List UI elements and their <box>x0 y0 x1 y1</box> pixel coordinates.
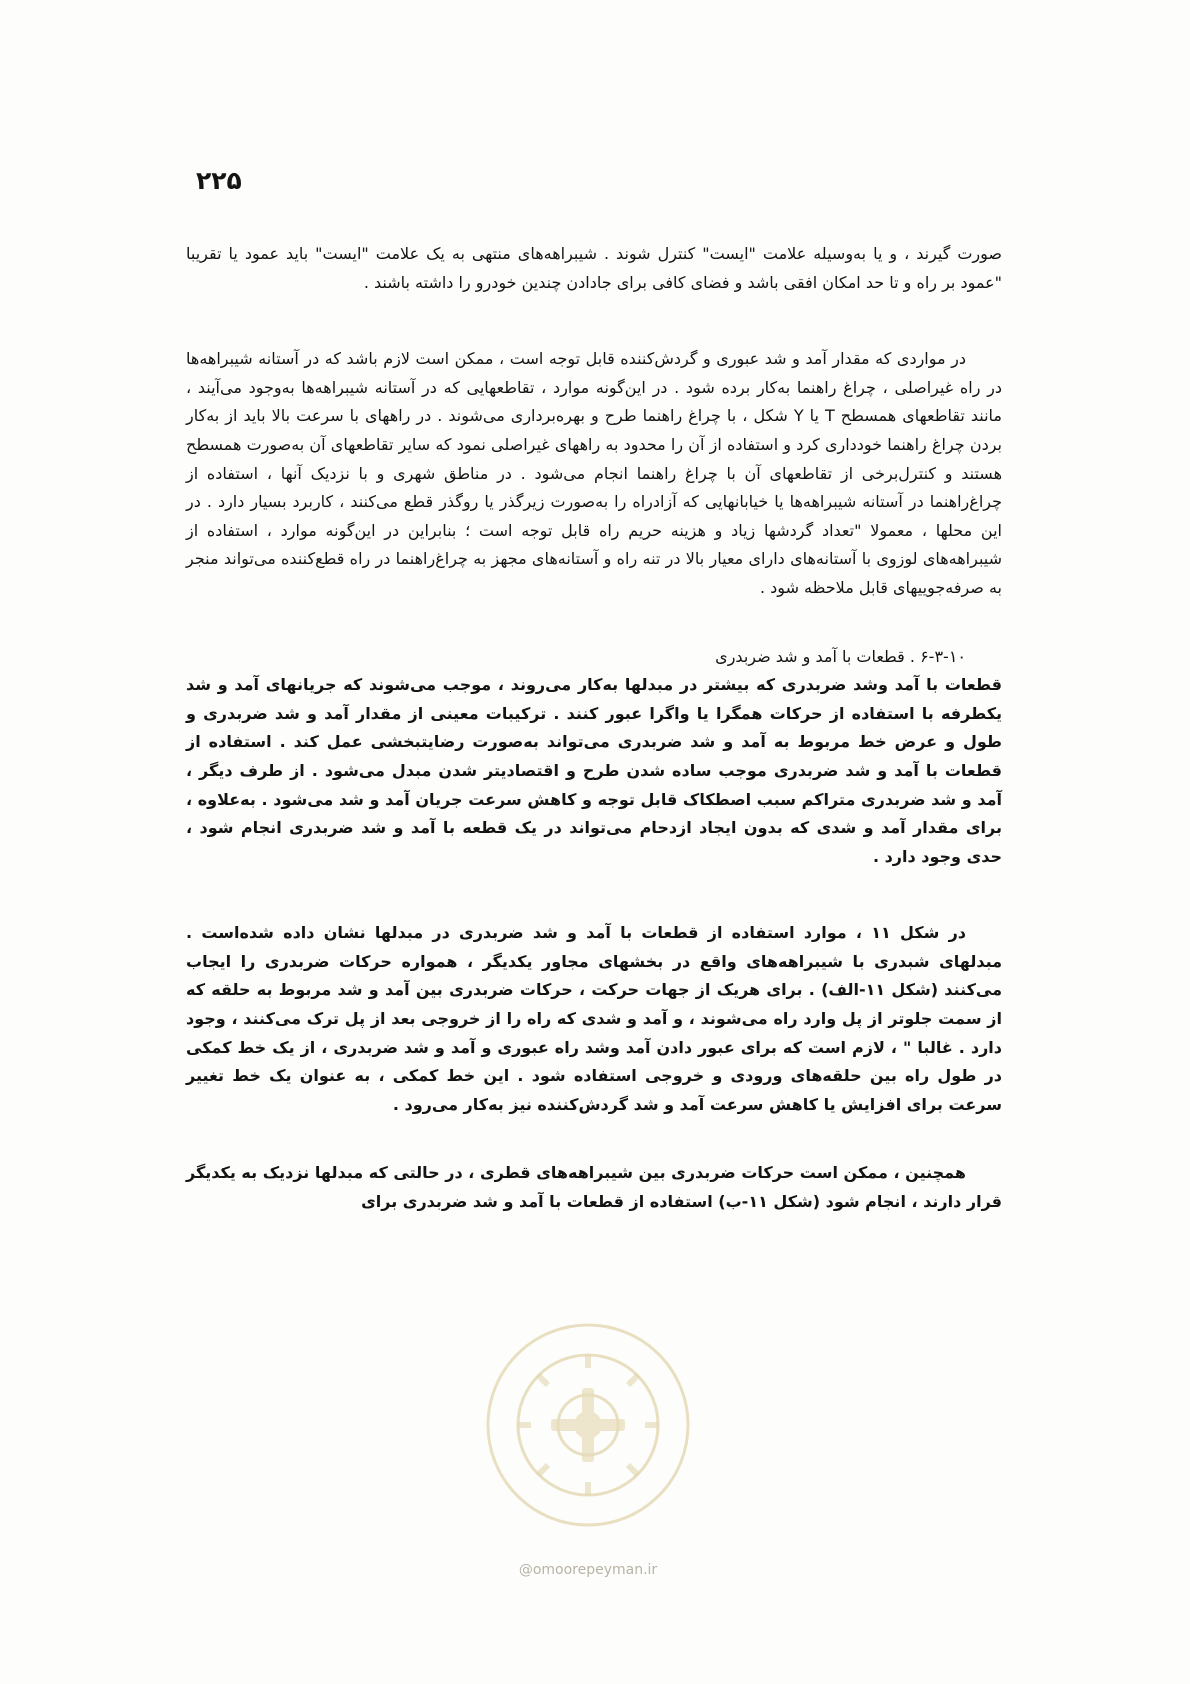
paragraph-figure-11: در شکل ۱۱ ، موارد استفاده از قطعات با آمد و شد ضربدری در مبدلها نشان داده شده‌است . مبدلهای شبدری با شیبراهه‌های واقع در بخشهای مجاور یکدیگر ، همواره حرکات ضربدری را ایجاب می‌کنند (شکل ۱۱-الف) . برای هریک از جهات حرکت ، حرکات ضربدری بین آمد و شد مربوط به حلقه که از سمت جلوتر از پل وارد راه می‌شوند ، و آمد و شدی که راه را از خروجی بعد از پل ترک می‌کنند ، وجود دارد . غالبا " ، لازم است که برای عبور دادن آمد وشد راه عبوری و آمد و شد ضربدری ، از یک خط کمکی در طول راه بین حلقه‌های ورودی و خروجی استفاده شود . این خط کمکی ، به عنوان یک خط تغییر سرعت برای افزایش یا کاهش سرعت آمد و شد گردش‌کننده نیز به‌کار می‌رود . <box>186 923 1002 1114</box>
paragraph-gap <box>186 297 1002 345</box>
paragraph-stop-sign-ramps: صورت گیرند ، و یا به‌وسیله علامت "ایست" کنترل شوند . شیبراهه‌های منتهی به یک علامت "ایست" باید عمود یا تقریبا "عمود بر راه و تا حد امکان افقی باشد و فضای کافی برای جادادن چندین خودرو را داشته باشند . <box>186 244 1002 292</box>
paragraph-traffic-signals: در مواردی که مقدار آمد و شد عبوری و گردش‌کننده قابل توجه است ، ممکن است لازم باشد که در آستانه شیبراهه‌ها در راه غیراصلی ، چراغ راهنما به‌کار برده شود . در این‌گونه موارد ، تقاطعهایی که در آستانه شیبراهه‌ها به‌وجود می‌آیند ، مانند تقاطعهای همسطح T یا Y شکل ، با چراغ راهنما طرح و بهره‌برداری می‌شوند . در راههای با سرعت بالا باید از به‌کار بردن چراغ راهنما خودداری کرد و استفاده از آن را محدود به راههای غیراصلی نمود که سایر تقاطعهای آن به‌صورت همسطح هستند و کنترل‌برخی از تقاطعهای آن با چراغ راهنما انجام می‌شود . در مناطق شهری و با نزدیک آنها ، استفاده از چراغ‌راهنما در آستانه شیبراهه‌ها یا خیابانهایی که آزادراه را به‌صورت زیرگذر یا روگذر قطع می‌کنند ، کاربرد بسیار دارد . در این محلها ، معمولا "تعداد گردشها زیاد و هزینه حریم راه قابل توجه است ؛ بنابراین در این‌گونه موارد ، استفاده از شیبراهه‌های لوزوی با آستانه‌های دارای معیار بالا در تنه راه و آستانه‌های مجهز به چراغ‌راهنما در راه قطع‌کننده می‌تواند منجر به صرفه‌جوییهای قابل ملاحظه شود . <box>186 349 1003 597</box>
paragraph-gap <box>186 871 1002 919</box>
paragraph-gap <box>186 1119 1002 1159</box>
paragraph-weaving-sections: قطعات با آمد وشد ضربدری که بیشتر در مبدلها به‌کار می‌روند ، موجب می‌شوند که جریانهای آمد و شد یکطرفه با استفاده از حرکات همگرا یا واگرا عبور کنند . ترکیبات معینی از مقدار آمد و شد ضربدری و طول و عرض خط مربوط به آمد و شد ضربدری می‌تواند به‌صورت رضایتبخشی عمل کند . استفاده از قطعات با آمد و شد ضربدری موجب ساده شدن طرح و اقتصادیتر شدن مبدل می‌شود . از طرف دیگر ، آمد و شد ضربدری متراکم سبب اصطکاک قابل توجه و کاهش سرعت جریان آمد و شد می‌شود . به‌علاوه ، برای مقدار آمد و شدی که بدون ایجاد ازدحام می‌تواند در یک قطعه با آمد و شد ضربدری انجام شود ، حدی وجود دارد . <box>186 675 1002 866</box>
paragraph-diagonal-ramps: همچنین ، ممکن است حرکات ضربدری بین شیبراهه‌های قطری ، در حالتی که مبدلها نزدیک به یکدیگر قرار دارند ، انجام شود (شکل ۱۱-ب) استفاده از قطعات با آمد و شد ضربدری برای <box>186 1163 1002 1212</box>
section-heading: ۶-۳-۱۰ . قطعات با آمد و شد ضربدری <box>715 646 966 666</box>
watermark-logo <box>478 1310 698 1540</box>
watermark-text: @omoorepeyman.ir <box>518 1562 658 1578</box>
page-number: ۲۲۵ <box>196 166 242 195</box>
page-body <box>186 240 1002 1217</box>
paragraph-gap <box>186 603 1002 643</box>
